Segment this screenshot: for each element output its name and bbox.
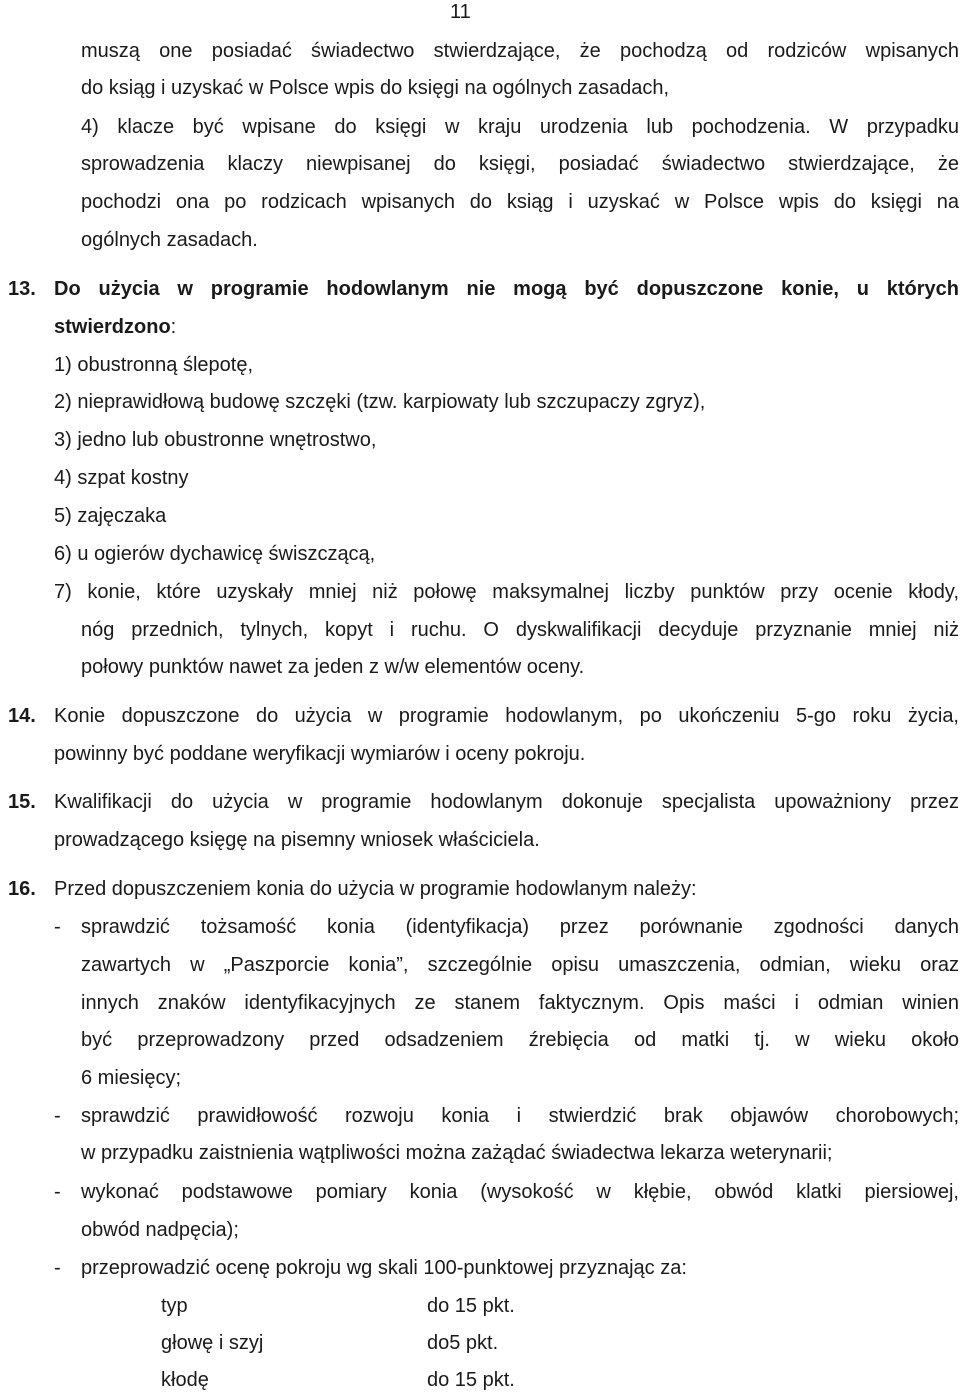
text-line: muszą one posiadać świadectwo stwierdzające, że pochodzą od rodziców wpisanych bbox=[81, 40, 959, 62]
bullet-line: przeprowadzić ocenę pokroju wg skali 100-punktowej przyznając za: bbox=[81, 1257, 687, 1279]
bullet-line: innych znaków identyfikacyjnych ze stanem faktycznym. Opis maści i odmian winien bbox=[81, 992, 959, 1014]
score-item: głowę i szyj bbox=[161, 1332, 264, 1354]
score-item: kłodę bbox=[161, 1369, 209, 1391]
list-item: 7) konie, które uzyskały mniej niż połowę maksymalnej liczby punktów przy ocenie kłody, bbox=[54, 581, 959, 603]
list-item: 1) obustronną ślepotę, bbox=[54, 354, 254, 376]
score-points: do5 pkt. bbox=[427, 1332, 499, 1354]
text-line: Konie dopuszczone do użycia w programie hodowlanym, po ukończeniu 5-go roku życia, bbox=[54, 705, 959, 727]
section-number: 15. bbox=[8, 791, 36, 813]
bullet-line: zawartych w „Paszporcie konia”, szczególnie opisu umaszczenia, odmian, wieku oraz bbox=[81, 954, 959, 976]
bullet-line: sprawdzić prawidłowość rozwoju konia i stwierdzić brak objawów chorobowych; bbox=[81, 1105, 959, 1127]
list-item: 5) zajęczaka bbox=[54, 505, 167, 527]
bullet-line: w przypadku zaistnienia wątpliwości można zażądać świadectwa lekarza weterynarii; bbox=[81, 1142, 833, 1164]
text-line: sprowadzenia klaczy niewpisanej do księgi, posiadać świadectwo stwierdzające, że bbox=[81, 153, 959, 175]
bullet-line: być przeprowadzony przed odsadzeniem źrebięcia od matki tj. w wieku około bbox=[81, 1029, 959, 1051]
text-line: prowadzącego księgę na pisemny wniosek właściciela. bbox=[54, 829, 540, 851]
bullet-dash: - bbox=[54, 1181, 61, 1203]
score-points: do 15 pkt. bbox=[427, 1369, 515, 1391]
bullet-dash: - bbox=[54, 1257, 61, 1279]
section-number: 16. bbox=[8, 878, 36, 900]
section-number: 14. bbox=[8, 705, 36, 727]
heading-bold-text: stwierdzono bbox=[54, 316, 171, 338]
list-item: 2) nieprawidłową budowę szczęki (tzw. karpiowaty lub szczupaczy zgryz), bbox=[54, 391, 706, 413]
section-heading-cont bbox=[54, 315, 176, 339]
text-line: powinny być poddane weryfikacji wymiarów i oceny pokroju. bbox=[54, 743, 586, 765]
bullet-line: sprawdzić tożsamość konia (identyfikacja) przez porównanie zgodności danych bbox=[81, 916, 959, 938]
text-line: 4) klacze być wpisane do księgi w kraju urodzenia lub pochodzenia. W przypadku bbox=[81, 116, 959, 138]
text-line: Kwalifikacji do użycia w programie hodowlanym dokonuje specjalista upoważniony przez bbox=[54, 791, 959, 813]
bullet-line: obwód nadpęcia); bbox=[81, 1219, 239, 1241]
list-item-cont: nóg przednich, tylnych, kopyt i ruchu. O dyskwalifikacji decyduje przyznanie mniej niż bbox=[81, 619, 959, 641]
list-item: 6) u ogierów dychawicę świszczącą, bbox=[54, 543, 376, 565]
text-line: do ksiąg i uzyskać w Polsce wpis do księgi na ogólnych zasadach, bbox=[81, 77, 670, 99]
list-item: 4) szpat kostny bbox=[54, 467, 189, 489]
bullet-line: wykonać podstawowe pomiary konia (wysokość w kłębie, obwód klatki piersiowej, bbox=[81, 1181, 959, 1203]
list-item-cont: połowy punktów nawet za jeden z w/w elementów oceny. bbox=[81, 656, 585, 678]
bullet-dash: - bbox=[54, 916, 61, 938]
score-item: typ bbox=[161, 1295, 188, 1317]
bullet-line: 6 miesięcy; bbox=[81, 1067, 182, 1089]
score-points: do 15 pkt. bbox=[427, 1295, 515, 1317]
heading-colon: : bbox=[170, 316, 177, 338]
text-line: ogólnych zasadach. bbox=[81, 229, 258, 251]
list-item: 3) jedno lub obustronne wnętrostwo, bbox=[54, 429, 377, 451]
bullet-dash: - bbox=[54, 1105, 61, 1127]
text-line: pochodzi ona po rodzicach wpisanych do ksiąg i uzyskać w Polsce wpis do księgi na bbox=[81, 191, 959, 213]
section-heading: Przed dopuszczeniem konia do użycia w programie hodowlanym należy: bbox=[54, 878, 697, 900]
page-number: 11 bbox=[450, 1, 471, 23]
section-number: 13. bbox=[8, 278, 36, 300]
section-heading: Do użycia w programie hodowlanym nie mogą być dopuszczone konie, u których bbox=[54, 278, 959, 300]
